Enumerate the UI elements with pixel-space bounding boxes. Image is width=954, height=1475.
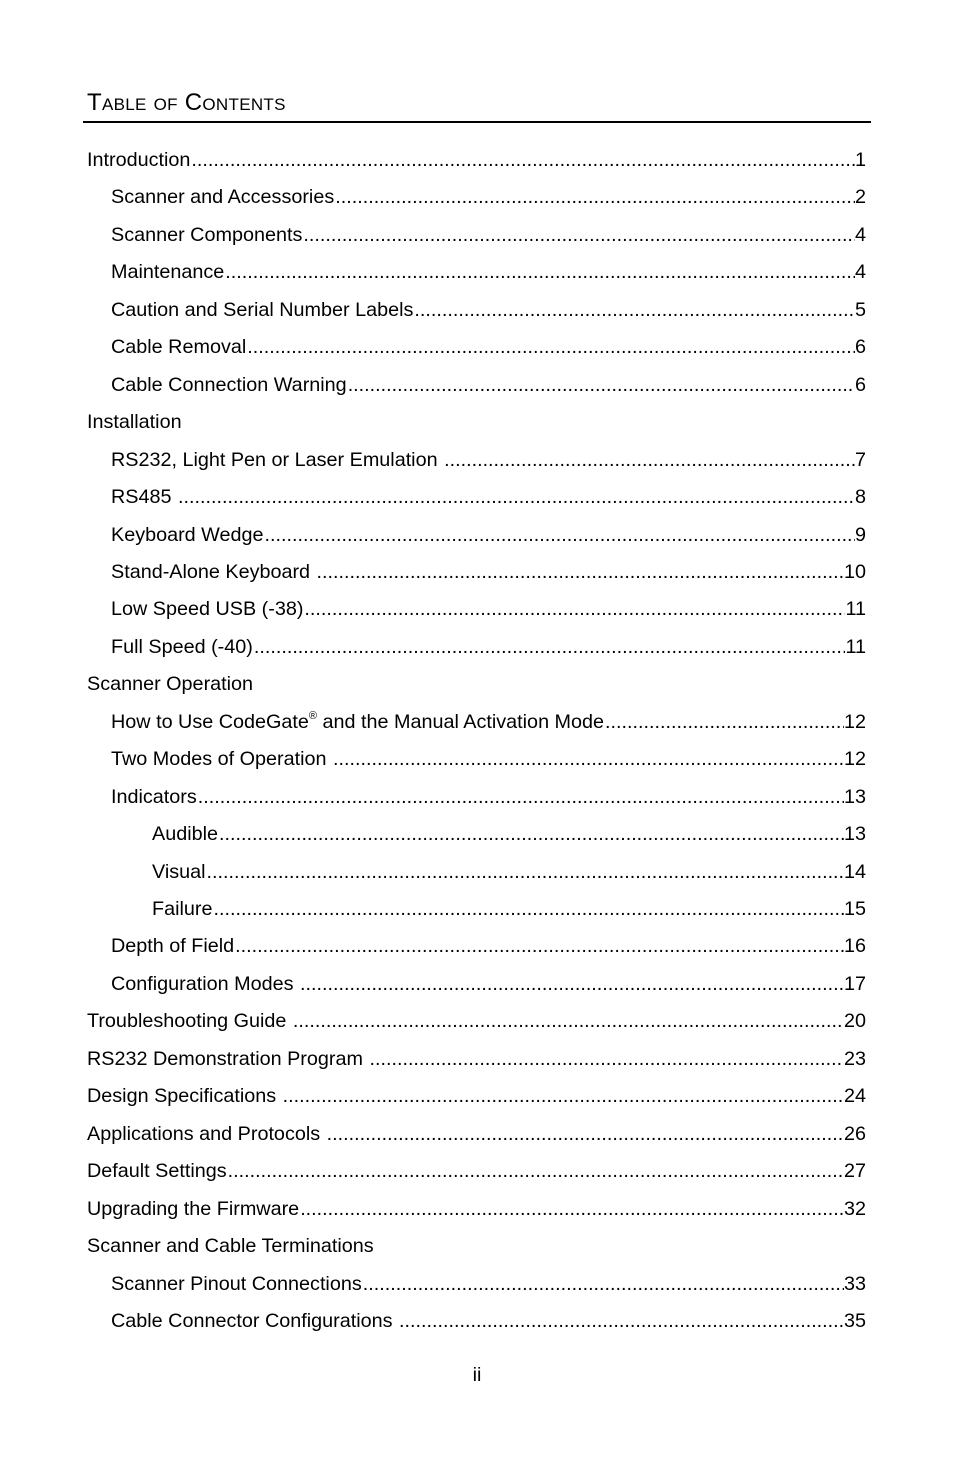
toc-entry-title bbox=[87, 1116, 326, 1152]
toc-heading: Table of Contents bbox=[87, 89, 286, 116]
toc-entry[interactable] bbox=[87, 142, 866, 178]
toc-entry-title-text: Maintenance bbox=[111, 261, 225, 284]
toc-entry[interactable] bbox=[87, 666, 866, 702]
toc-entry-page: 17 bbox=[843, 972, 866, 995]
dot-leader bbox=[316, 554, 844, 590]
toc-entry-title-text: and the Manual Activation Mode bbox=[317, 710, 605, 733]
toc-entry-title bbox=[111, 217, 302, 253]
toc-entry-page: 2 bbox=[854, 186, 866, 209]
toc-entry-title-text: Upgrading the Firmware bbox=[87, 1197, 300, 1220]
toc-entry[interactable] bbox=[111, 254, 866, 290]
toc-entry-page: 13 bbox=[843, 785, 866, 808]
toc-entry[interactable] bbox=[111, 741, 866, 777]
toc-entry-title bbox=[111, 442, 443, 478]
toc-entry-title bbox=[111, 254, 224, 290]
dot-leader bbox=[177, 479, 855, 515]
dot-leader bbox=[443, 442, 855, 478]
toc-entry[interactable] bbox=[111, 517, 866, 553]
toc-entry-title bbox=[111, 479, 177, 515]
dot-leader bbox=[398, 1303, 844, 1339]
toc-entry-title bbox=[87, 404, 182, 440]
toc-entry-page: 10 bbox=[843, 560, 866, 583]
toc-entry[interactable] bbox=[87, 1191, 866, 1227]
toc-entry[interactable] bbox=[87, 1116, 866, 1152]
toc-entry-title-text: Applications and Protocols bbox=[87, 1122, 326, 1145]
toc-entry[interactable] bbox=[111, 479, 866, 515]
toc-entry[interactable] bbox=[111, 629, 866, 665]
toc-entry-page: 33 bbox=[843, 1272, 866, 1295]
toc-entry-title-text: Cable Removal bbox=[111, 336, 247, 359]
toc-entry-title-text: Full Speed (-40) bbox=[111, 635, 253, 658]
toc-entry-page: 15 bbox=[843, 898, 866, 920]
toc-entry-title-text: Scanner Pinout Connections bbox=[111, 1272, 362, 1295]
toc-entry-title-text: Installation bbox=[87, 411, 182, 434]
toc-entry-page: 24 bbox=[843, 1085, 866, 1108]
dot-leader bbox=[227, 1153, 844, 1189]
toc-entry-title-text: Depth of Field bbox=[111, 935, 235, 958]
toc-entry-page: 26 bbox=[843, 1122, 866, 1145]
toc-entry[interactable] bbox=[111, 779, 866, 815]
toc-entry-page: 20 bbox=[843, 1010, 866, 1033]
toc-entry-title-text: Scanner Operation bbox=[87, 673, 254, 696]
dot-leader bbox=[206, 854, 844, 890]
toc-entry-title-text: Default Settings bbox=[87, 1160, 227, 1183]
toc-entry-title bbox=[87, 1228, 374, 1264]
toc-entry-title bbox=[111, 329, 246, 365]
toc-entry-title-text: Visual bbox=[152, 860, 206, 883]
toc-entry-page: 13 bbox=[843, 823, 866, 846]
dot-leader bbox=[253, 629, 846, 665]
toc-entry-title bbox=[111, 1266, 362, 1302]
registered-mark: ® bbox=[308, 709, 318, 722]
toc-entry-page: 6 bbox=[854, 336, 866, 359]
toc-entry-title-text: Keyboard Wedge bbox=[111, 523, 264, 546]
toc-entry-page: 4 bbox=[854, 261, 866, 284]
toc-entry[interactable] bbox=[87, 404, 866, 440]
toc-entry-title bbox=[111, 517, 264, 553]
toc-entry-title-text: RS232, Light Pen or Laser Emulation bbox=[111, 448, 444, 471]
dot-leader bbox=[332, 741, 844, 777]
dot-leader bbox=[302, 217, 855, 253]
toc-entry-title-text: Cable Connector Configurations bbox=[111, 1309, 398, 1332]
toc-entry[interactable] bbox=[111, 1303, 866, 1339]
toc-entry-title bbox=[111, 779, 197, 815]
dot-leader bbox=[234, 928, 844, 964]
toc-entry-title bbox=[111, 179, 334, 215]
dot-leader bbox=[264, 517, 855, 553]
toc-entry-title bbox=[111, 1303, 398, 1339]
toc-entry[interactable] bbox=[111, 554, 866, 590]
toc-entry-title bbox=[111, 928, 234, 964]
toc-entry-page: 12 bbox=[843, 748, 866, 771]
toc-entry-title bbox=[87, 1153, 227, 1189]
dot-leader bbox=[190, 142, 855, 178]
toc-entry-page: 11 bbox=[845, 635, 866, 658]
toc-entry-title-text: Two Modes of Operation bbox=[111, 748, 333, 771]
toc-entry-page: 1 bbox=[854, 149, 866, 171]
toc-entry[interactable] bbox=[111, 217, 866, 253]
toc-entry-title bbox=[152, 816, 218, 852]
toc-entry-title bbox=[87, 1041, 368, 1077]
dot-leader bbox=[224, 254, 855, 290]
toc-entry-title-text: Scanner Components bbox=[111, 223, 303, 246]
toc-entry-title bbox=[87, 1003, 292, 1039]
toc-entry-title bbox=[152, 891, 212, 927]
dot-leader bbox=[218, 816, 844, 852]
toc-entry[interactable] bbox=[87, 1041, 866, 1077]
toc-entry-page: 14 bbox=[843, 860, 866, 883]
toc-entry-page: 12 bbox=[843, 710, 866, 733]
toc-entry-title-text: Low Speed USB (-38) bbox=[111, 598, 304, 621]
toc-entry-page: 35 bbox=[843, 1309, 866, 1332]
toc-entry-title bbox=[111, 554, 316, 590]
toc-entry-title-text: Introduction bbox=[87, 149, 191, 171]
toc-entry[interactable] bbox=[111, 1266, 866, 1302]
dot-leader bbox=[604, 704, 844, 740]
dot-leader bbox=[326, 1116, 844, 1152]
toc-entry[interactable] bbox=[152, 854, 866, 890]
heading-rule bbox=[83, 121, 871, 123]
toc-entry-title-text: Scanner and Accessories bbox=[111, 186, 335, 209]
dot-leader bbox=[413, 292, 855, 328]
toc-entry[interactable] bbox=[111, 966, 866, 1002]
dot-leader bbox=[299, 966, 844, 1002]
toc-entry-title bbox=[111, 966, 299, 1002]
toc-entry-title bbox=[111, 629, 253, 665]
toc-entry-title bbox=[87, 1191, 299, 1227]
dot-leader bbox=[347, 367, 855, 403]
toc-entry-title-text: Scanner and Cable Terminations bbox=[87, 1235, 374, 1258]
dot-leader bbox=[334, 179, 855, 215]
toc-entry-title-text: Stand-Alone Keyboard bbox=[111, 560, 316, 583]
toc-entry-page: 8 bbox=[854, 486, 866, 509]
toc-entry-page: 27 bbox=[843, 1160, 866, 1183]
dot-leader bbox=[212, 891, 844, 927]
dot-leader bbox=[292, 1003, 844, 1039]
toc-entry-title bbox=[111, 367, 347, 403]
toc-entry-title bbox=[111, 591, 303, 627]
toc-entry-page: 9 bbox=[854, 523, 866, 546]
toc-entry-page: 6 bbox=[854, 373, 866, 396]
dot-leader bbox=[362, 1266, 844, 1302]
toc-entry-title-text: RS485 bbox=[111, 486, 177, 509]
toc-entry[interactable] bbox=[87, 1078, 866, 1114]
dot-leader bbox=[246, 329, 855, 365]
toc-entry-title bbox=[87, 666, 253, 702]
toc-entry-page: 7 bbox=[854, 448, 866, 471]
toc-entry-title-text: RS232 Demonstration Program bbox=[87, 1047, 369, 1070]
toc-entry[interactable] bbox=[111, 329, 866, 365]
toc-entry-title-text: Design Specifications bbox=[87, 1085, 282, 1108]
toc-entry-page: 11 bbox=[845, 598, 866, 621]
toc-entry-title-text: Indicators bbox=[111, 785, 197, 808]
dot-leader bbox=[303, 591, 845, 627]
dot-leader bbox=[282, 1078, 844, 1114]
toc-entry-title bbox=[152, 854, 206, 890]
toc-entry[interactable] bbox=[111, 591, 866, 627]
toc-entry[interactable] bbox=[111, 442, 866, 478]
toc-entry-title bbox=[87, 1078, 282, 1114]
toc-entry[interactable] bbox=[87, 1153, 866, 1189]
dot-leader bbox=[197, 779, 844, 815]
toc-entry-title-text: How to Use CodeGate bbox=[111, 710, 309, 733]
toc-entry[interactable] bbox=[87, 1228, 866, 1264]
toc-entry-title-text: Troubleshooting Guide bbox=[87, 1010, 292, 1033]
toc-entry-title-text: Audible bbox=[152, 823, 218, 846]
toc-entry-page: 5 bbox=[854, 298, 866, 321]
toc-entry[interactable] bbox=[87, 1003, 866, 1039]
toc-entry[interactable] bbox=[111, 928, 866, 964]
toc-entry-page: 32 bbox=[843, 1197, 866, 1220]
toc-entry[interactable] bbox=[152, 891, 866, 927]
toc-entry[interactable] bbox=[111, 179, 866, 215]
toc-entry[interactable] bbox=[111, 367, 866, 403]
toc-entry-title bbox=[87, 142, 190, 178]
toc-entry-title-text: Configuration Modes bbox=[111, 972, 300, 995]
toc-entry[interactable] bbox=[152, 816, 866, 852]
toc-entry-title-text: Caution and Serial Number Labels bbox=[111, 298, 414, 321]
page-number: ii bbox=[472, 1364, 482, 1386]
toc-entry[interactable] bbox=[111, 704, 866, 740]
toc-entry-title bbox=[111, 704, 604, 740]
toc-entry-title bbox=[111, 741, 332, 777]
dot-leader bbox=[368, 1041, 844, 1077]
toc-entry-title bbox=[111, 292, 413, 328]
toc-entry-page: 23 bbox=[843, 1047, 866, 1070]
toc-entry-page: 4 bbox=[854, 223, 866, 246]
toc-entry[interactable] bbox=[111, 292, 866, 328]
toc-entry-title-text: Failure bbox=[152, 898, 213, 920]
dot-leader bbox=[299, 1191, 844, 1227]
toc-entry-page: 16 bbox=[843, 935, 866, 958]
toc-entry-title-text: Cable Connection Warning bbox=[111, 373, 347, 396]
